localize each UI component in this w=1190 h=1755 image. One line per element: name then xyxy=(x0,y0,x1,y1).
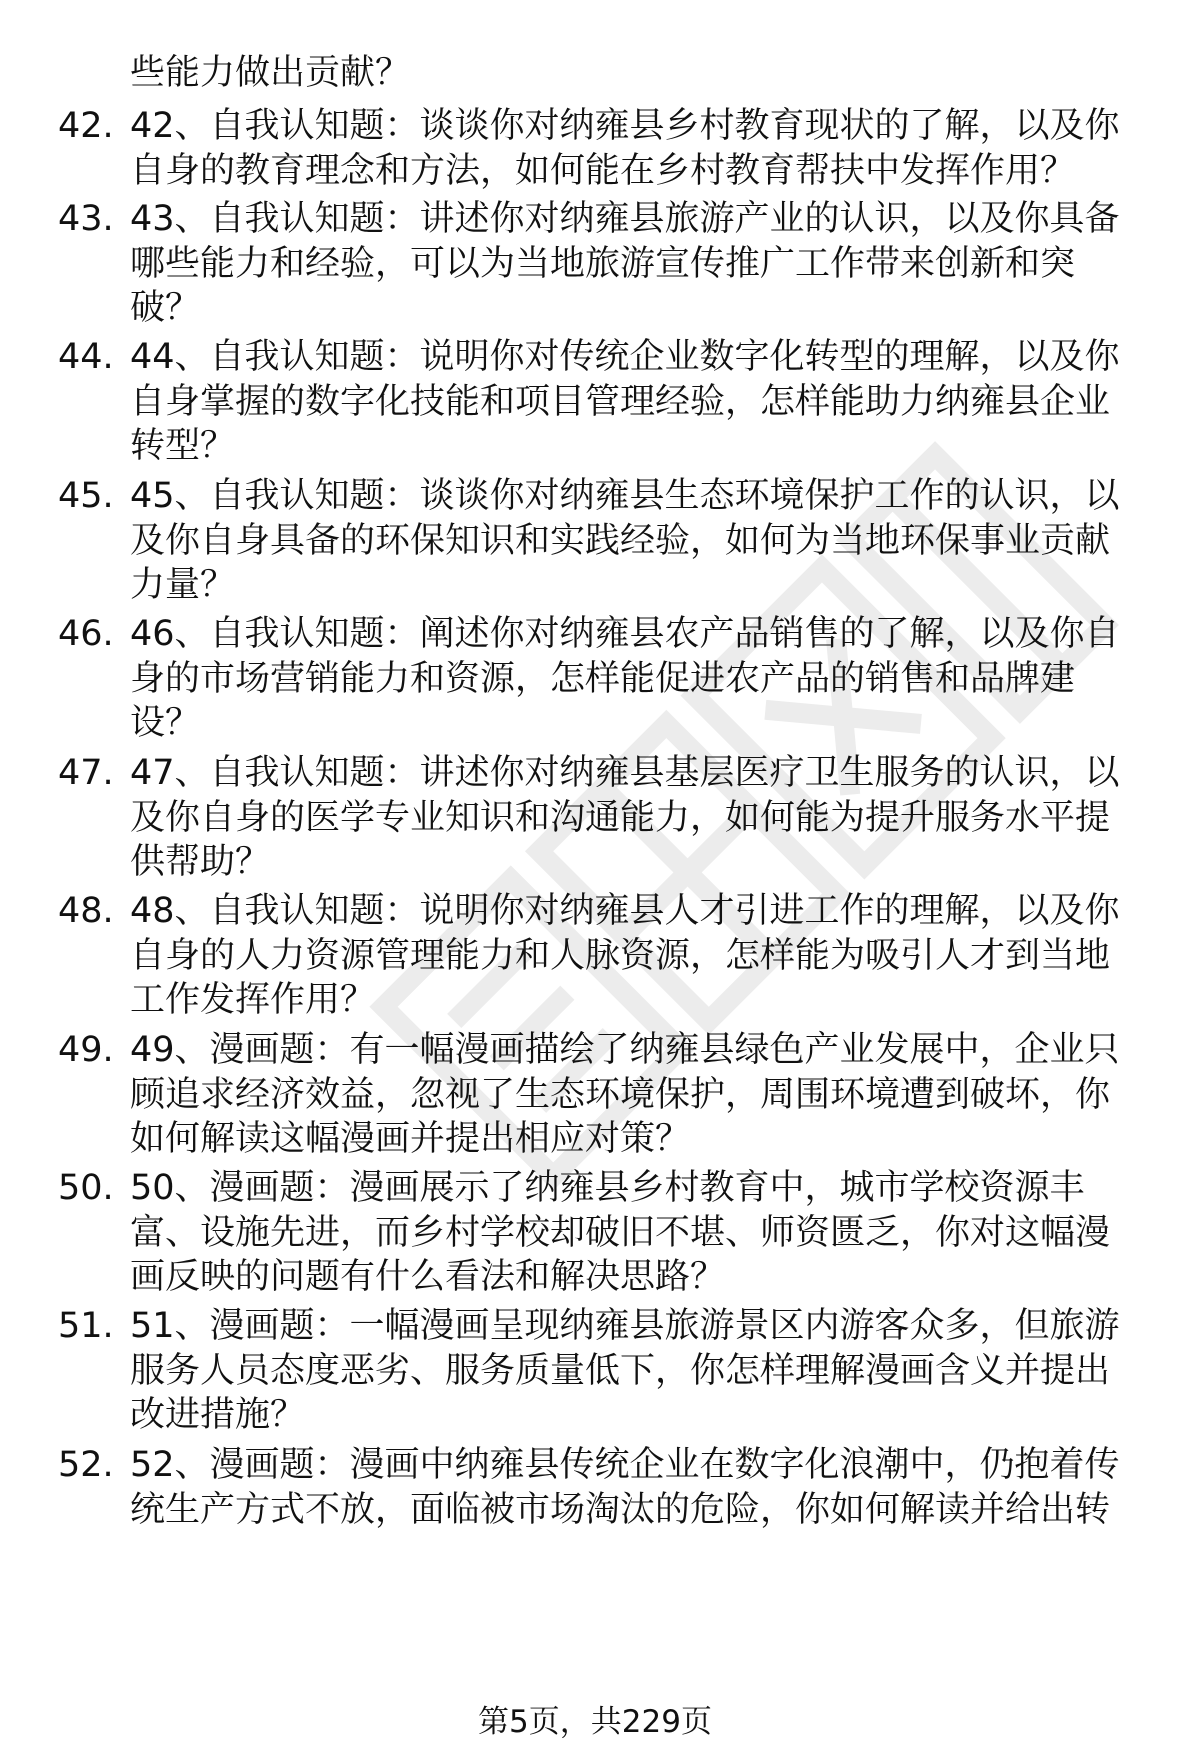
question-item-45 xyxy=(58,474,1148,608)
question-text: 49、漫画题：有一幅漫画描绘了纳雍县绿色产业发展中，企业只顾追求经济效益，忽视了生态环境保护，周围环境遭到破坏，你如何解读这幅漫画并提出相应对策？ xyxy=(130,1030,1120,1159)
continuation-text: 些能力做出贡献？ xyxy=(130,53,411,93)
question-number: 42. xyxy=(58,106,114,146)
question-text: 43、自我认知题：讲述你对纳雍县旅游产业的认识，以及你具备哪些能力和经验，可以为当地旅游宣传推广工作带来创新和突破？ xyxy=(130,199,1120,328)
question-item-50 xyxy=(58,1166,1148,1300)
question-text: 50、漫画题：漫画展示了纳雍县乡村教育中，城市学校资源丰富、设施先进，而乡村学校却破旧不堪、师资匮乏，你对这幅漫画反映的问题有什么看法和解决思路？ xyxy=(130,1168,1111,1297)
question-number: 43. xyxy=(58,199,114,239)
question-number: 48. xyxy=(58,891,114,931)
question-item-43 xyxy=(58,197,1148,331)
question-text: 47、自我认知题：讲述你对纳雍县基层医疗卫生服务的认识，以及你自身的医学专业知识和沟通能力，如何能为提升服务水平提供帮助？ xyxy=(130,753,1120,882)
question-number: 47. xyxy=(58,753,114,793)
question-text: 45、自我认知题：谈谈你对纳雍县生态环境保护工作的认识，以及你自身具备的环保知识和实践经验，如何为当地环保事业贡献力量？ xyxy=(130,476,1120,605)
question-item-52 xyxy=(58,1443,1148,1532)
question-number: 52. xyxy=(58,1445,114,1485)
question-number: 46. xyxy=(58,614,114,654)
question-text: 46、自我认知题：阐述你对纳雍县农产品销售的了解，以及你自身的市场营销能力和资源，怎样能促进农产品的销售和品牌建设？ xyxy=(130,614,1120,743)
question-text: 44、自我认知题：说明你对传统企业数字化转型的理解，以及你自身掌握的数字化技能和项目管理经验，怎样能助力纳雍县企业转型？ xyxy=(130,337,1120,466)
question-text: 52、漫画题：漫画中纳雍县传统企业在数字化浪潮中，仍抱着传统生产方式不放，面临被市场淘汰的危险，你如何解读并给出转 xyxy=(130,1445,1120,1530)
question-text: 48、自我认知题：说明你对纳雍县人才引进工作的理解，以及你自身的人力资源管理能力和人脉资源，怎样能为吸引人才到当地工作发挥作用？ xyxy=(130,891,1120,1020)
question-item-47 xyxy=(58,751,1148,885)
question-item-46 xyxy=(58,612,1148,746)
question-number: 51. xyxy=(58,1306,114,1346)
question-item-49 xyxy=(58,1028,1148,1162)
question-item-51 xyxy=(58,1304,1148,1438)
question-item-42 xyxy=(58,104,1148,193)
question-number: 44. xyxy=(58,337,114,377)
question-text: 42、自我认知题：谈谈你对纳雍县乡村教育现状的了解，以及你自身的教育理念和方法，如何能在乡村教育帮扶中发挥作用？ xyxy=(130,106,1120,191)
question-number: 50. xyxy=(58,1168,114,1208)
question-item-44 xyxy=(58,335,1148,469)
question-number: 49. xyxy=(58,1030,114,1070)
page-footer: 第5页，共229页 xyxy=(478,1704,712,1740)
question-item-48 xyxy=(58,889,1148,1023)
question-number: 45. xyxy=(58,476,114,516)
question-text: 51、漫画题：一幅漫画呈现纳雍县旅游景区内游客众多，但旅游服务人员态度恶劣、服务质量低下，你怎样理解漫画含义并提出改进措施？ xyxy=(130,1306,1120,1435)
